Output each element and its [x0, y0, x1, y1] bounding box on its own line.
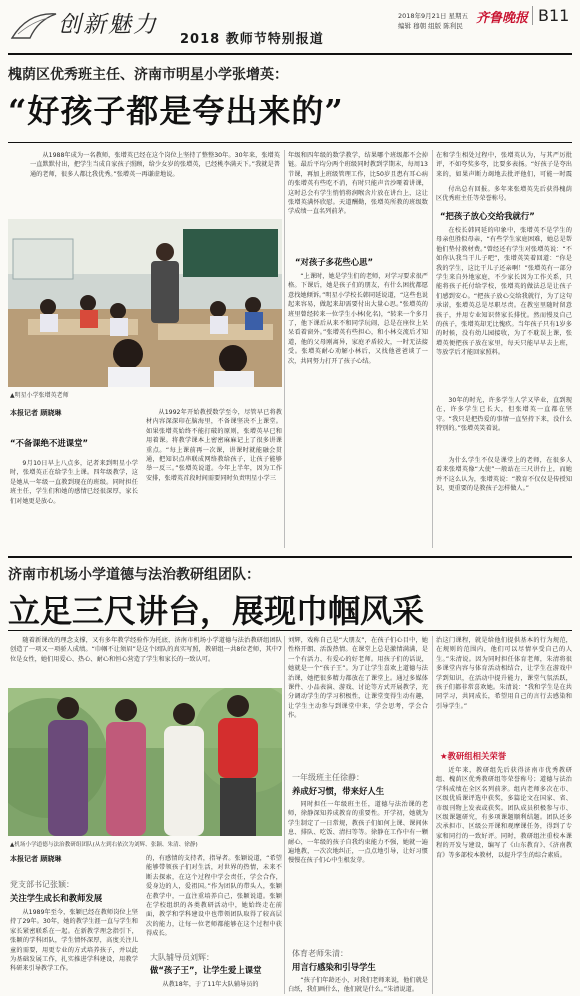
- story1-column-4d: 30年的时光，许多学生人学又毕业，直到现在，许多学生已长大，但张增英一直都在坚守。“我只是把热爱的事情一直坚持下来，没什么特别的。”张增英笑着说。: [436, 397, 572, 433]
- story1-subhead-1: “不备课绝不进课堂”: [10, 438, 89, 448]
- section-title: 2018 教师节特别报道: [180, 32, 324, 47]
- header-rule: [8, 53, 572, 55]
- story1-subhead-2: “对孩子多花些心思”: [295, 257, 374, 267]
- story1-column-4e: 为什么学生不仅是课堂上的老师，在很多人看来张增英像“大使”一般站在三尺讲台上，而她并不这么认为，张增英说：“教育不仅仅是传授知识，更重要的是教孩子怎样做人。”: [436, 457, 572, 493]
- honors-heading: ★教研组相关荣誉: [440, 751, 507, 761]
- story2-column-4: 治这门课程，就是给他们提供基本的行为规范，在规则的范围内，他们可以尽情享受自己的人生。”朱清说。因为同时担任体育老师，朱清将很多课堂内容与体育活动相结合，让学生在游戏中学到知识，在活动中提升能力，课堂气氛活跃，孩子们都非常喜欢她。朱清说：“我和学生是在共同学习，共同成长，希望用自己的言行去感染和引导学生。”: [436, 637, 572, 710]
- story1-column-4b: 付出总有回报。多年来张增英先后获得槐荫区优秀班主任等荣誉称号。: [436, 186, 572, 203]
- story1-photo-caption: ▲明星小学张增英老师: [10, 392, 69, 399]
- story1-headline-rule: [8, 142, 572, 143]
- story2-subhead-b2: 做“孩子王”，让学生爱上课堂: [150, 965, 262, 975]
- story2-column-1: 从1989年至今，张颖已经在教师岗位上坚持了29年。30年，她的教学生涯一直与学生和家长紧密联系在一起。在新教学理念指引下，张颖的学科团队，学生情怀深厚，高度关注儿童的需要，用更专业的方式培养孩子，并以此为基础发展工作，扎实推进学科建设，用教学科研来引导教学工作。: [10, 909, 138, 973]
- story2-byline: 本报记者 顾晓琳: [10, 855, 62, 863]
- story2-subhead-b: 大队辅导员刘辉：: [150, 953, 214, 962]
- story2-column-2: 的，有感情的支持者，指导者。张颖说道，“希望能够带领孩子们对生活，对世界的热情，未来不断去探索，在这个过程中学会责任，学会合作，爱身边的人，爱祖国。”作为团队的带头人，张颖在教学中，一直注重培养自己，张颖说道。张颖在学校组织的各类教研活动中，她始终走在前面，教学和学科建设中也带领团队取得了较高层次的能力，让每一位老师都能够在这个过程中获得成长。: [146, 855, 282, 938]
- story2-headline-rule: [8, 630, 572, 631]
- story1-column-4: 在和学生相处过程中，张增英认为，与其严厉批评，不如夸奖多夸，比要多表扬。“好孩子是夸出来的，如果声断力竭地去批评他们，可能一时震: [436, 152, 572, 178]
- story2-column-3b: 同时担任一年级班主任，道德与法治课的老师，徐静深知养成教育的重要性。开学初，她就为学生制定了一日常规，教孩子们如何上课、课间休息、排队、吃饭、清扫等等。徐静在工作中有一颗耐心，一年级的孩子自我约束能力不强，她就一遍遍地教，一次次地纠正，一点点地引导，让好习惯慢慢在孩子们心中生根发芽。: [288, 801, 428, 865]
- story2-lead: 随着新课改的理念支撑，又有多年教学经验作为托底，济南市机场小学道德与法治教研组团队创造了一项又一项骄人成绩。“巾帼不让须眉”是这个团队的真实写照，教研组一共8位老师，其中7位是女性，她们用爱心、热心、耐心和恒心营造了学生和家长的一致认可。: [10, 637, 282, 663]
- issue-date: 2018年9月21日 星期五: [398, 12, 469, 20]
- column-divider: [284, 636, 285, 994]
- page-number: B11: [532, 6, 569, 25]
- column-divider: [284, 150, 285, 548]
- story-separator: [8, 556, 572, 558]
- leaf-ornament-icon: [8, 8, 60, 48]
- paper-name: 齐鲁晚报: [476, 11, 529, 26]
- page-editors: 编辑 穆朝 组版 陈利民: [398, 22, 463, 30]
- story2-column-3c: “孩子们年龄还小，对我们老师来说，他们就是白纸，我们画什么，他们就是什么。”朱清说道。: [288, 977, 428, 994]
- story2-subhead-d2: 用言行感染和引导学生: [292, 962, 376, 972]
- story1-column-3b: “上课时，她是学生们的老师，对学习要求很严格。下课后，她是孩子们的朋友，有什么困扰都愿意找她倾诉。”明星小学校长韩同延说道，“这些也说起来容易，做起来却需要付出大量心思。”张增英的班里曾经转来一位学生小林(化名)，“转来一个多月了，他下课后从来不和同学玩闹，总是在座位上呆呆看着窗外。”张增英有些担心，和小林交流后才知道，他的父母刚离异，家庭矛盾较大，一时无法接受。张增英耐心劝解小林后，又找他爸爸谈了一次，共同努力打开了孩子心结。: [288, 273, 428, 365]
- column-divider: [432, 150, 433, 548]
- story2-kicker: 济南市机场小学道德与法治教研组团队：: [8, 567, 260, 583]
- story2-subhead-c2: 养成好习惯，带来好人生: [292, 786, 385, 796]
- team-photo: [8, 688, 282, 836]
- story2-column-3: 刘辉，戏称自己是“大朋友”，在孩子们心目中，她性格开朗、活泼热情。在课堂上总是激情满满，是一个有活力、有爱心的好老师。用孩子们的话说，她就是一个“孩子王”。为了让学生喜欢上道德与法治课，她把很多精力都放在了课堂上。通过多媒体课件、小品表演、游戏、讨论等方式开展教学，充分调动学生的学习积极性，让课堂变得生动有趣，让学生主动参与到课堂中来，学会思考，学会合作。: [288, 637, 428, 720]
- story1-column-4c: 在校长韩同延的印象中，张增英不是学生的母亲但胜似母亲，“有些学生家庭困难，她总是帮他们垫付教材费。”曾经还有学生对张增英说：“不如你认我当干儿子吧”，张增英笑着回道：“你是我的学生，这比干儿子还亲啊！”张增英有一部分学生来自外地家庭，不少家长因为工作关系，只能将孩子托付给学校，张增英的做法总是让孩子们感到安心。“把孩子放心交给我就行，为了这句承诺，张增英总是尽职尽责。在教室里随时留意孩子，并用专业知识替家长排忧。然而慢及自己的孩子，张增英却无比愧疚。当年孩子只有1岁多的时候，没有幼儿园接收，为了不耽误上课，张增英便把孩子放在家里，每天只能早早去上班，等放学后才能回家照料。: [436, 227, 572, 357]
- story1-headline: “好孩子都是夸出来的”: [8, 92, 344, 130]
- story2-subhead-d: 体育老师朱清：: [292, 949, 348, 958]
- section-logo: 创新魅力: [58, 12, 158, 38]
- story1-subhead-3: “把孩子放心交给我就行”: [440, 211, 535, 221]
- story2-photo-caption: ▲机场小学道德与法治教研组团队(从左到右依次为刘辉、张颖、朱清、徐静): [10, 842, 198, 848]
- story2-subhead-a: 党支部书记张颖：: [10, 880, 74, 889]
- story1-column-1: 9月10日早上八点多，记者来到明星小学时，张增英正在给学生上课。四年级教学，这是她从一年级一直教到现在的班级。同时担任班主任，学生们和她的感情已经很深厚，家长们对她更是放心。: [10, 460, 138, 505]
- story2-column-2b: 从教18年，于了11年大队辅导员的: [162, 981, 259, 988]
- story1-lead: 从1988年成为一名教师，张增英已经在这个岗位上坚持了整整30年。30年来，张增英一直默默付出，把学生当成自家孩子照顾，给少女岁的张增英，已经桃李满天下。”我就是普通的老师，很多人都比我优秀。”张增英一再谦虚地说。: [30, 152, 280, 178]
- story2-subhead-a2: 关注学生成长和教师发展: [10, 893, 103, 903]
- story2-headline: 立足三尺讲台，展现巾帼风采: [8, 592, 425, 630]
- classroom-photo: [8, 219, 282, 387]
- story1-kicker: 槐荫区优秀班主任、济南市明星小学张增英：: [8, 67, 288, 83]
- story2-subhead-c: 一年级班主任徐静：: [292, 773, 364, 782]
- story1-column-3: 年级和四年级的数学教学，结果哪个班级都不会掉链。最后平均分两个班级同时教到学期末，每周13节课，再加上班级管理工作，比50岁且患有耳心病的张增英有些吃不消，有时只能声音沙哑着讲课，这时总会有学生悄悄将润喉含片放在讲台上，这让张增英满怀欣慰。天道酬勤，张增英所教的班级数学成绩一直名列前茅。: [288, 152, 428, 216]
- story1-column-2: 从1992年开始教授数学至今，尽管早已将教材内容深深印在脑海里，不备课坚决不上课堂。如果张增英始终不能打破的原则，张增英早已和用着课。将教学课本上密密麻麻记上了很多讲课重点。“每上课前再一次课，讲课时就能融会贯通，把知识点串联成网络教给孩子，让孩子能够举一反三。”张增英说道。今年上半年，因为工作安排，张增英首段时间需要同时负责明星小学三: [146, 409, 282, 482]
- story1-byline: 本报记者 顾晓琳: [10, 409, 62, 417]
- masthead: [0, 0, 580, 50]
- column-divider: [432, 636, 433, 994]
- honors-text: 近年来，教研组先后获得济南市优秀教研组、槐荫区优秀教研组等荣誉称号；道德与法治学科成绩在全区名列前茅。组内老师多次在市、区级优质课评选中获奖，多篇论文在国家、省、市级刊物上发表或获奖。团队成员积极参与市、区级课题研究，有多项课题顺利结题。团队还多次承担市、区级公开课和观摩课任务，得到了专家和同行的一致好评。同时，教研组注重校本课程的开发与建设，编写了《山东教育》、《济南教育》等多部校本教材，以提升学生的综合素质。: [436, 767, 572, 859]
